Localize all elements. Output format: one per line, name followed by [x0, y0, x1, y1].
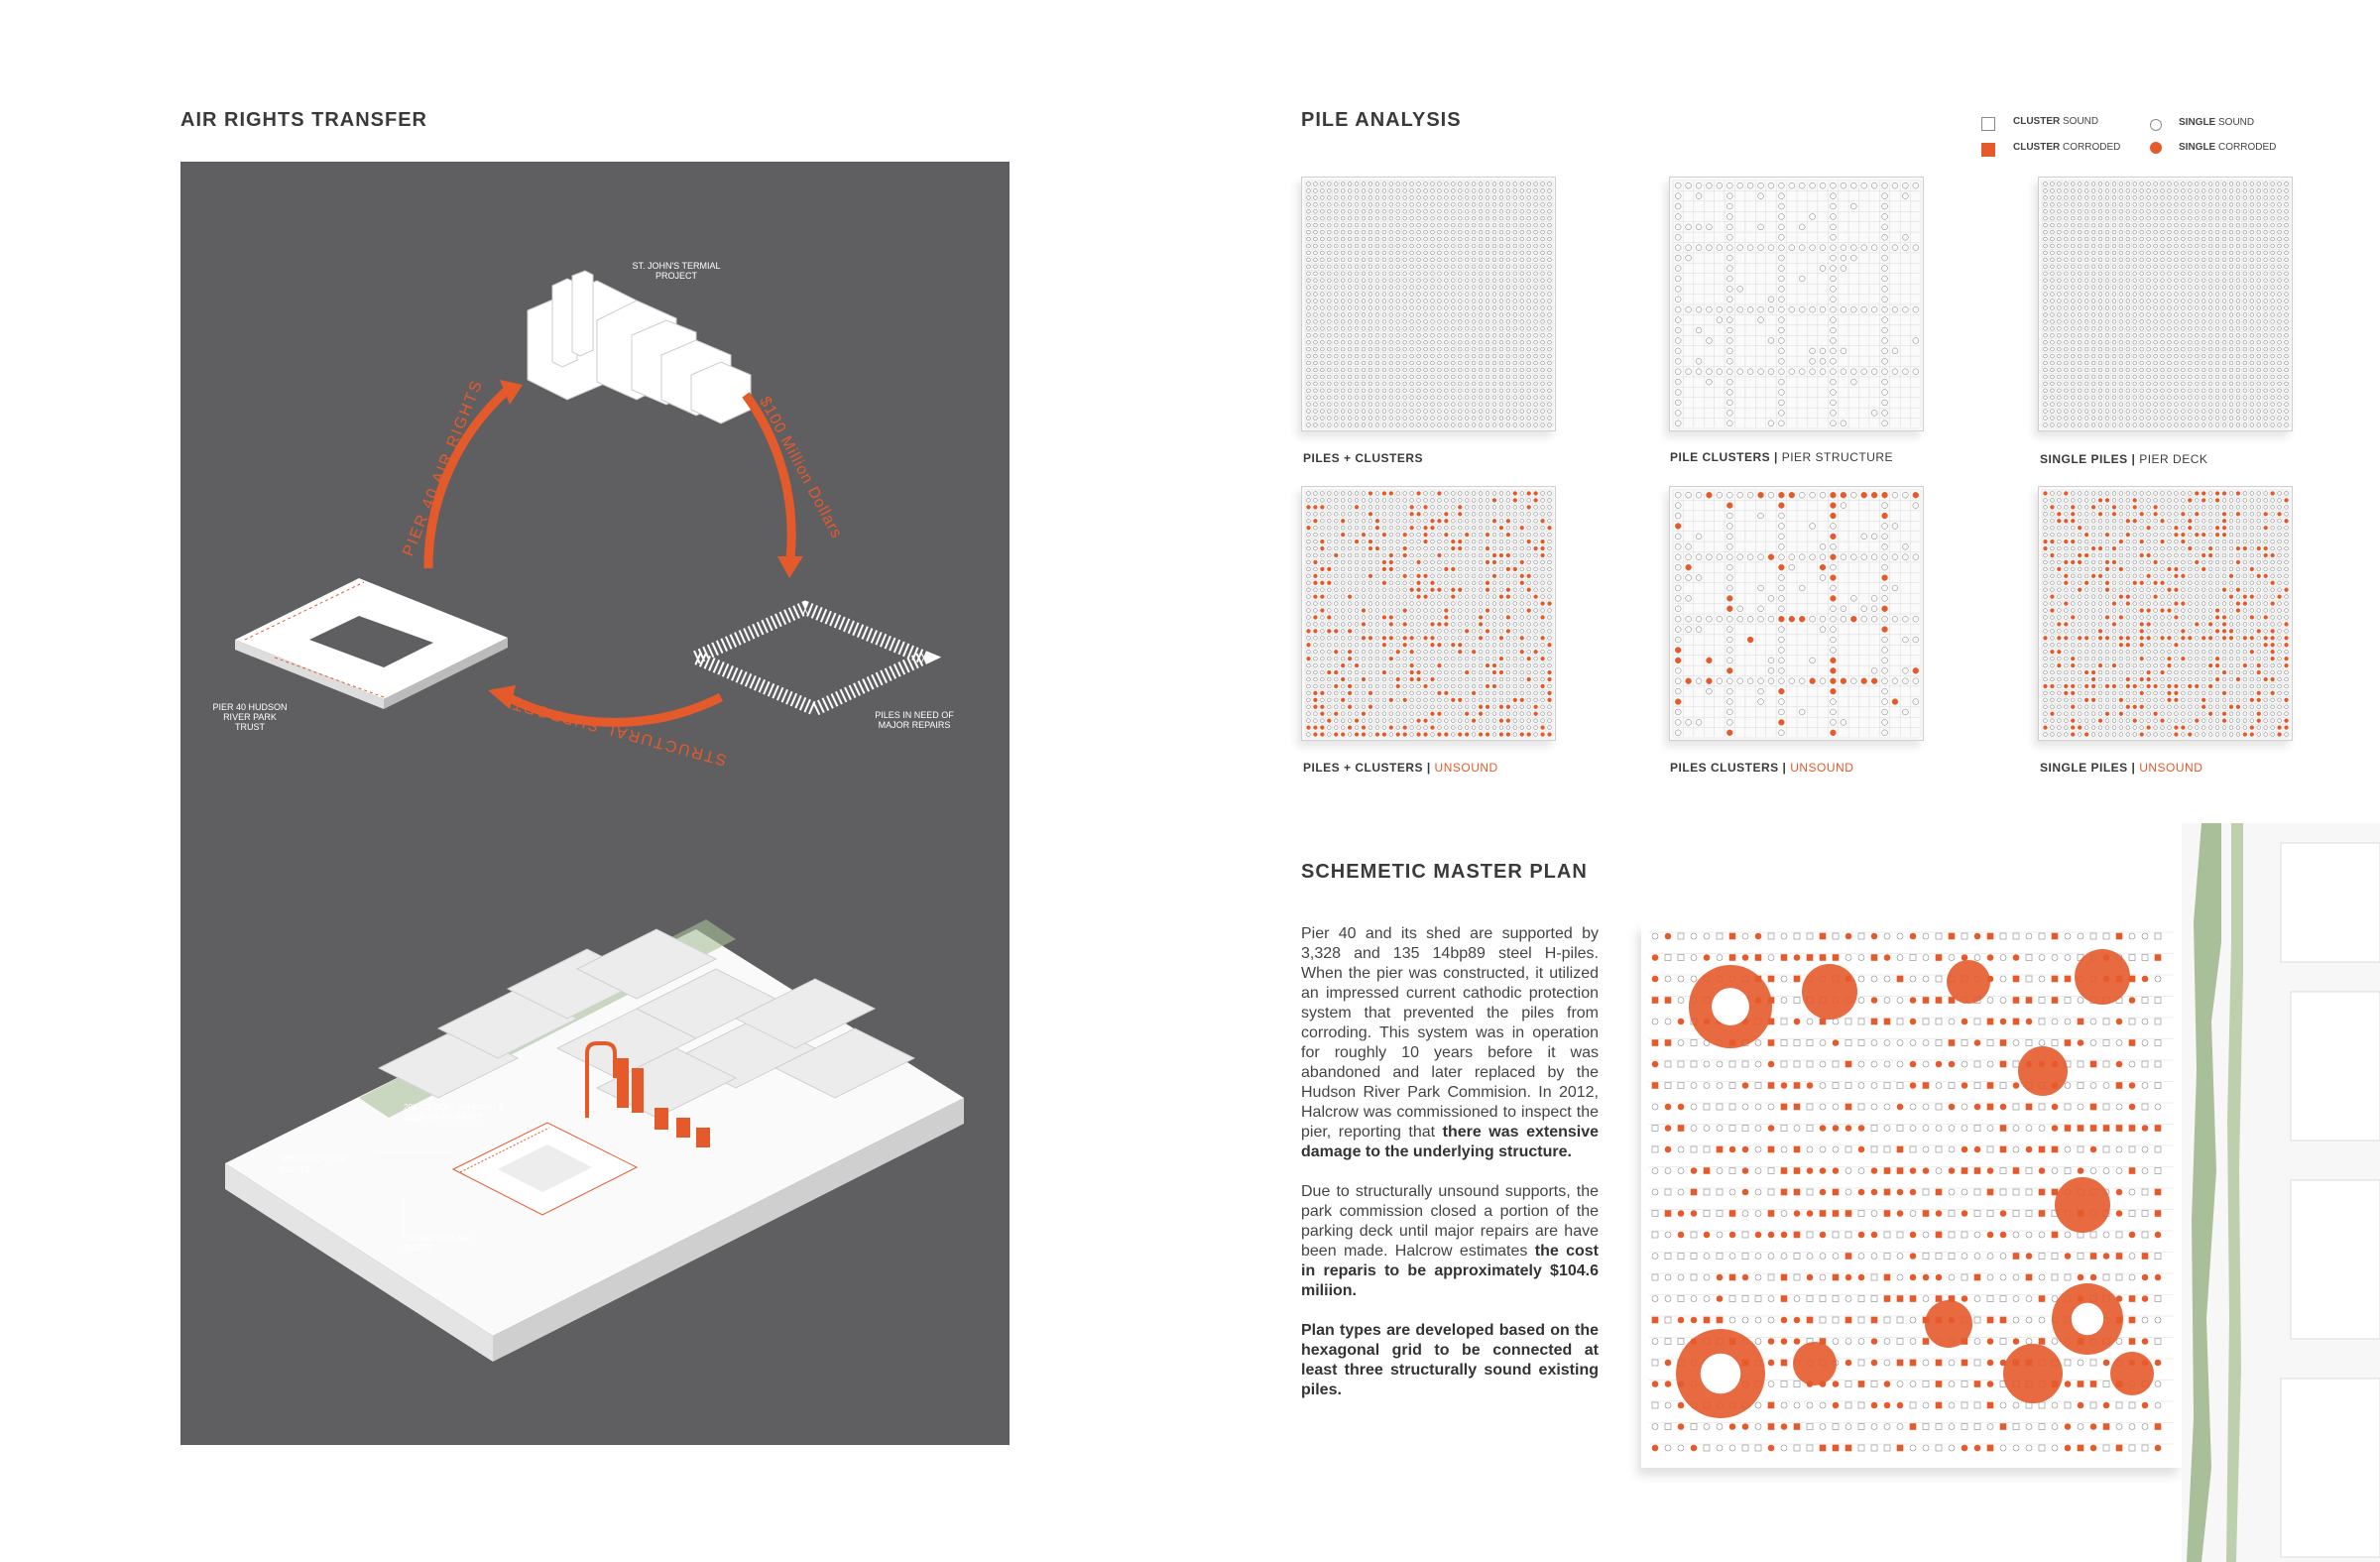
paragraph-3: Plan types are developed based on the hexagonal grid to be connected at least three structurally sound existing piles.: [1301, 1322, 1599, 1398]
pile-grid-pattern: [1670, 487, 1923, 740]
pile-grid-pattern: [2039, 178, 2292, 430]
pier-label: PIER 40 HUDSON RIVER PARK TRUST: [212, 702, 288, 732]
legend-single-sound: SINGLE SOUND: [2179, 117, 2255, 128]
grid-caption: SINGLE PILES | PIER DECK: [2040, 452, 2208, 466]
legend-single-corroded: SINGLE CORRODED: [2179, 142, 2277, 153]
pile-grid: [1301, 486, 1556, 741]
paragraph-1: Pier 40 and its shed are supported by 3,328 and 135 14bp89 steel H-piles. When the pier was constructed, it utilized an impressed current cathodic protection system that prevented the piles from corroding. This system was in operation for roughly 10 years before it was abandoned and later replaced by the Hudson River Park Commision. In 2012, Halcrow was commissioned to inspect the pier, reporting that there was extensive damage to the underlying structure.: [1301, 925, 1600, 1160]
air-rights-cycle-panel: [180, 162, 1010, 820]
isometric-panel: [180, 820, 1010, 1445]
arrow-money-label: $100 Million Dollars: [756, 394, 846, 542]
paragraph-2: Due to structurally unsound supports, the park commission closed a portion of the parking deck until major repairs are have been made. Halcrow estimates the cost in reparis to be approximately $104.6 miliion.: [1301, 1183, 1600, 1299]
pile-grid-pattern: [1302, 487, 1555, 740]
arrow-air-rights-label: PIER 40 AIR RIGHTS: [400, 377, 487, 559]
pile-analysis-heading: PILE ANALYSIS: [1301, 109, 1462, 131]
grid-caption: PILES + CLUSTERS: [1303, 451, 1424, 465]
master-plan-drawing: [1641, 922, 2182, 1468]
pile-grid-pattern: [2039, 487, 2292, 740]
label-sold-air-rights: 200,000 SQFT AIR RIGHTS SOLD TO ST. JOHN'S: [404, 1103, 503, 1122]
pile-grid-pattern: [1670, 178, 1923, 430]
grid-caption: PILES + CLUSTERS | UNSOUND: [1303, 761, 1498, 775]
cluster-corroded-swatch: [1981, 143, 1995, 157]
pile-grid: [2038, 486, 2293, 741]
pile-grid: [2038, 177, 2293, 431]
cluster-sound-swatch: [1981, 117, 1995, 131]
master-plan-grid: [1641, 922, 2182, 1468]
label-780-air-rights: 780,000 SQFT AIR RIGHTS: [404, 1234, 471, 1253]
arrow-support-label: STRUCTURAL SUPPORT: [509, 694, 729, 769]
master-plan-text: [1301, 924, 1599, 1420]
air-rights-heading: AIR RIGHTS TRANSFER: [180, 109, 427, 131]
label-380-air-rights: 380,000 SQFT AIR RIGHTS: [280, 1155, 347, 1174]
piles-label: PILES IN NEED OF MAJOR REPAIRS: [875, 710, 954, 730]
pile-grid: [1669, 177, 1924, 431]
terminal-buildings: [528, 271, 751, 423]
pile-grid: [1301, 177, 1556, 431]
pier-40-model: [235, 578, 508, 709]
shoreline-map: [2182, 823, 2380, 1562]
legend-cluster-corroded: CLUSTER CORRODED: [2013, 142, 2121, 153]
single-corroded-swatch: [2150, 142, 2162, 154]
grid-caption: SINGLE PILES | UNSOUND: [2040, 761, 2203, 775]
legend-cluster-sound: CLUSTER SOUND: [2013, 116, 2099, 127]
grid-caption: PILE CLUSTERS | PIER STRUCTURE: [1670, 450, 1894, 464]
piles-field: [696, 608, 924, 709]
isometric-city-model: [180, 820, 1010, 1445]
single-sound-swatch: [2150, 119, 2162, 131]
pile-grid: [1669, 486, 1924, 741]
pile-grid-pattern: [1302, 178, 1555, 430]
master-plan-heading: SCHEMETIC MASTER PLAN: [1301, 861, 1588, 883]
terminal-label: ST. JOHN'S TERMIAL PROJECT: [632, 261, 721, 281]
grid-caption: PILES CLUSTERS | UNSOUND: [1670, 761, 1854, 775]
